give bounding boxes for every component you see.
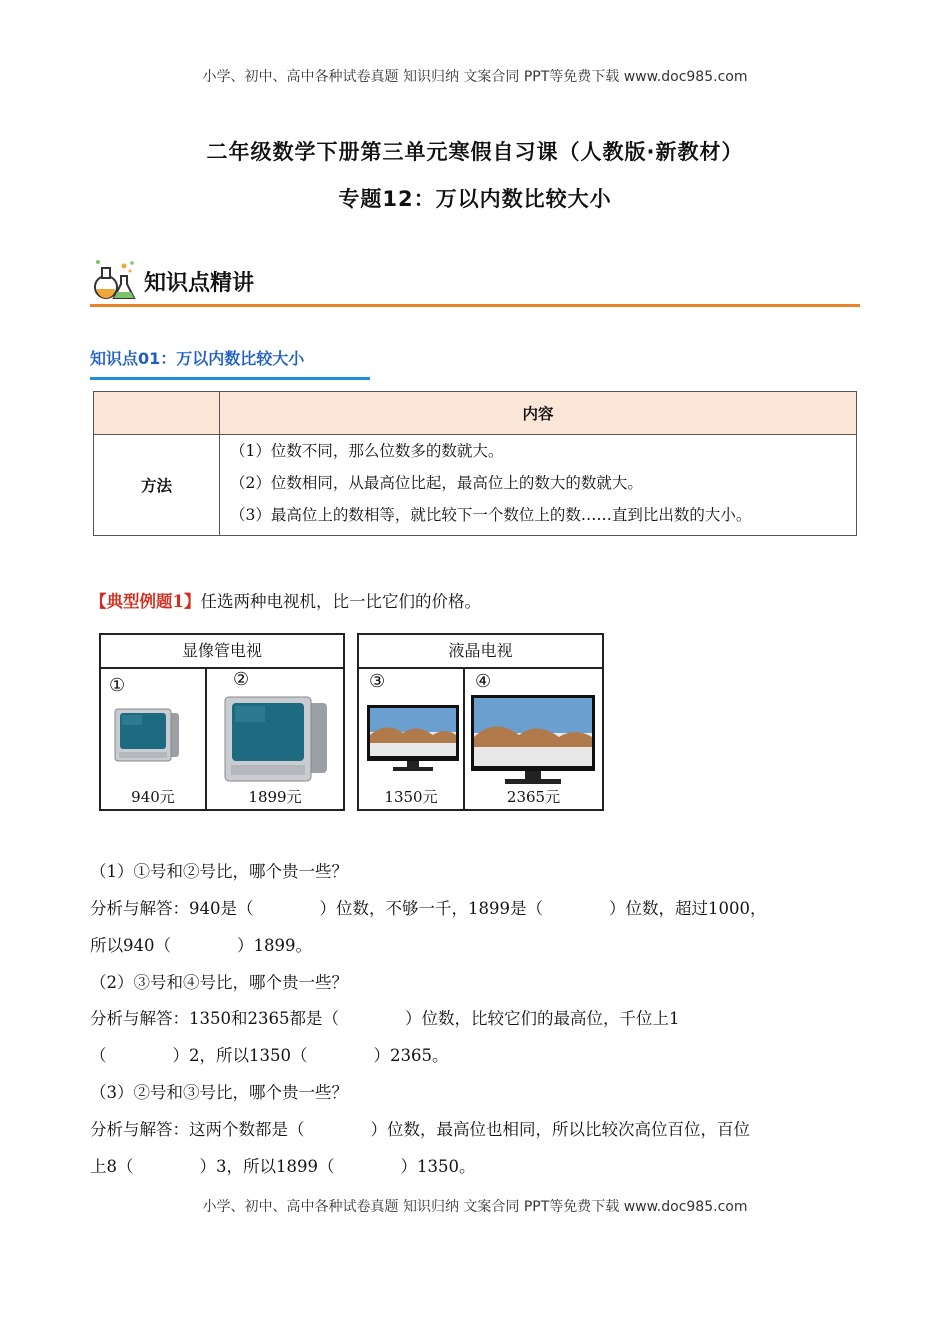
tv-number: ③	[369, 671, 386, 692]
page-subtitle: 专题12：万以内数比较大小	[338, 187, 612, 211]
example-tag: 【典型例题1】	[90, 592, 201, 611]
method-item: （1）位数不同，那么位数多的数就大。	[230, 442, 504, 460]
answer-line: 分析与解答：1350和2365都是（ ）位数，比较它们的最高位，千位上1	[90, 1009, 680, 1028]
crt-tv-icon	[113, 707, 183, 769]
question-line: （3）②号和③号比，哪个贵一些？	[90, 1083, 348, 1102]
knowledge-point-title: 知识点01：万以内数比较大小	[90, 349, 305, 368]
table-content-cell	[220, 435, 857, 536]
answer-line: 分析与解答：这两个数都是（ ）位数，最高位也相同，所以比较次高位百位，百位	[90, 1120, 750, 1139]
page-footer: 小学、初中、高中各种试卷真题 知识归纳 文案合同 PPT等免费下载 www.doc985.com	[202, 1199, 748, 1215]
tv-item	[207, 669, 343, 809]
table-row-label: 方法	[94, 435, 220, 536]
page-header: 小学、初中、高中各种试卷真题 知识归纳 文案合同 PPT等免费下载 www.doc985.com	[202, 69, 748, 85]
knowledge-point-underline	[90, 377, 370, 380]
lcd-tv-icon	[367, 705, 459, 773]
lcd-tv-panel	[357, 633, 604, 811]
method-table	[93, 391, 857, 536]
example-text: 任选两种电视机，比一比它们的价格。	[200, 592, 481, 611]
tv-price: 940元	[131, 788, 175, 806]
page-title: 二年级数学下册第三单元寒假自习课（人教版·新教材）	[206, 140, 744, 164]
crt-tv-icon	[223, 695, 331, 787]
question-line: （2）③号和④号比，哪个贵一些？	[90, 973, 348, 992]
question-line: （1）①号和②号比，哪个贵一些？	[90, 862, 348, 881]
section-heading	[90, 256, 860, 306]
table-row	[94, 435, 857, 536]
tv-price: 2365元	[506, 788, 561, 806]
tv-group-caption: 显像管电视	[101, 635, 343, 669]
tv-item	[465, 669, 602, 809]
tv-number: ②	[233, 669, 250, 690]
tv-number: ④	[475, 671, 492, 692]
crt-tv-panel	[99, 633, 345, 811]
table-header-empty	[94, 392, 220, 435]
example-heading	[90, 588, 481, 612]
tv-number: ①	[109, 675, 126, 696]
section-heading-text: 知识点精讲	[144, 271, 255, 296]
answer-line: 所以940（ ）1899。	[90, 936, 312, 955]
tv-price: 1350元	[384, 788, 438, 806]
tv-group-caption: 液晶电视	[359, 635, 602, 669]
tv-item	[359, 669, 463, 809]
method-item: （2）位数相同，从最高位比起，最高位上的数大的数就大。	[230, 474, 643, 492]
table-header-row	[94, 392, 857, 435]
lab-flask-icon	[90, 256, 140, 304]
table-header-cell: 内容	[220, 392, 857, 435]
section-divider	[90, 304, 860, 307]
tv-item	[101, 669, 205, 809]
answer-line: （ ）2，所以1350（ ）2365。	[90, 1046, 449, 1065]
method-item: （3）最高位上的数相等，就比较下一个数位上的数……直到比出数的大小。	[230, 506, 752, 524]
answer-line: 分析与解答：940是（ ）位数，不够一千，1899是（ ）位数，超过1000，	[90, 899, 767, 918]
answer-line: 上8（ ）3，所以1899（ ）1350。	[90, 1157, 476, 1176]
lcd-tv-icon	[471, 695, 595, 787]
tv-price: 1899元	[248, 788, 302, 806]
